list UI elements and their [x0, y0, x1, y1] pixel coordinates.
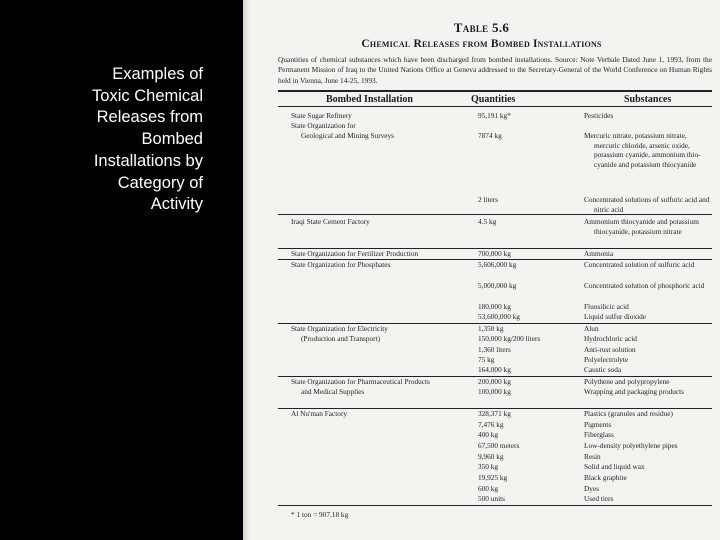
substance-cell: Concentrated solution of sulfuric acid	[584, 260, 695, 269]
substance-cell: Fiberglass	[584, 430, 614, 439]
table-bottom-rule	[278, 505, 712, 506]
installation-cell: Iraqi State Cement Factory	[291, 217, 370, 226]
caption-line: Releases from	[96, 108, 203, 127]
substance-cell: Polyelectrolyte	[584, 355, 629, 364]
substance-cell: Ammonia	[584, 249, 614, 258]
substance-cell: Used tires	[584, 494, 614, 503]
quantity-cell: 1,350 kg	[478, 324, 504, 333]
quantity-cell: 19,925 kg	[478, 473, 508, 482]
quantity-cell: 4.5 kg	[478, 217, 497, 226]
substance-cell: Hydrochloric acid	[584, 334, 637, 343]
installation-cell: Geological and Mining Surveys	[301, 131, 395, 140]
quantity-cell: 53,600,000 kg	[478, 312, 520, 321]
quantity-cell: 200,000 kg	[478, 377, 511, 386]
slide-caption	[3, 64, 203, 216]
quantity-cell: 350 kg	[478, 462, 499, 471]
installation-cell: and Medical Supplies	[301, 387, 365, 396]
header-installation: Bombed Installation	[326, 94, 413, 105]
installation-cell: State Organization for Phosphates	[291, 260, 391, 269]
quantity-cell: 164,000 kg	[478, 365, 511, 374]
quantity-cell: 67,500 meters	[478, 441, 520, 450]
substance-cell: Concentrated solution of phosphoric acid	[584, 281, 705, 290]
caption-line: Examples of	[112, 65, 203, 83]
header-top-rule	[278, 90, 712, 92]
quantity-cell: 600 kg	[478, 484, 499, 493]
header-quantities: Quantities	[471, 94, 516, 105]
installation-cell: (Production and Transport)	[301, 334, 381, 343]
table-description: Quantities of chemical substances which have been discharged from bombed installations. Source: Note Verbale Dated June 1, 1993, from the Permanent Mission of Iraq to the United Nations Office at Geneva addressed to the Secretary-General of the World Conference on Human Rights held in Vienna, June 14-25, 1993.	[278, 55, 712, 85]
caption-line: Toxic Chemical	[92, 86, 203, 105]
substance-cell: Black graphite	[584, 473, 627, 482]
quantity-cell: 7,476 kg	[478, 420, 504, 429]
caption-line: Installations by	[93, 151, 203, 170]
substance-cell: Polythene and polypropylene	[584, 377, 670, 386]
quantity-cell: 1,360 liters	[478, 345, 511, 354]
quantity-cell: 100,000 kg	[478, 387, 511, 396]
quantity-cell: 328,371 kg	[478, 409, 511, 418]
quantity-cell: 7874 kg	[478, 131, 502, 140]
substance-cell: Dyes	[584, 484, 599, 493]
substance-cell: Anti-rust solution	[584, 345, 636, 354]
installation-cell: State Organization for Fertilizer Production	[291, 249, 419, 258]
installation-cell: State Organization for Pharmaceutical Products	[291, 377, 430, 386]
caption-line: Bombed	[141, 130, 203, 149]
header-bottom-rule	[278, 106, 712, 107]
substance-cell: Mercuric nitrate, potassium nitrate, mercuric chloride, arsenic oxide, potassium cyanide, ammonium thio-cyanide and potassium thiocyanide	[584, 131, 701, 169]
substance-cell: Liquid sulfur dioxide	[584, 312, 647, 321]
caption-line: Activity	[150, 195, 203, 214]
quantity-cell: 95,191 kg*	[478, 111, 511, 120]
substance-cell: Resin	[584, 452, 601, 461]
substance-cell: Alun	[584, 324, 599, 333]
table-footnote: * 1 ton = 907.18 kg	[291, 510, 349, 519]
substance-cell: Concentrated solutions of sulfuric acid and nitric acid	[584, 195, 710, 214]
quantity-cell: 9,960 kg	[478, 452, 504, 461]
substance-cell: Plastics (granules and residue)	[584, 409, 673, 418]
quantity-cell: 5,000,000 kg	[478, 281, 517, 290]
substance-cell: Ammonium thiocyanide and potassium thiocyanide, potassium nitrate	[584, 217, 699, 236]
installation-cell: State Organization for Electricity	[291, 324, 388, 333]
scanned-table-page	[243, 0, 720, 540]
quantity-cell: 5,606,000 kg	[478, 260, 517, 269]
quantity-cell: 400 kg	[478, 430, 499, 439]
quantity-cell: 180,000 kg	[478, 302, 511, 311]
substance-cell: Pigments	[584, 420, 612, 429]
installation-cell: State Sugar Refinery	[291, 111, 352, 120]
quantity-cell: 500 units	[478, 494, 505, 503]
table-number: Table 5.6	[453, 20, 510, 35]
header-substances: Substances	[624, 94, 672, 105]
substance-cell: Pesticides	[584, 111, 614, 120]
quantity-cell: 700,000 kg	[478, 249, 511, 258]
table-title: Chemical Releases from Bombed Installations	[361, 38, 602, 50]
installation-cell: State Organization for	[291, 121, 356, 130]
group-rule	[278, 214, 712, 215]
caption-line: Category of	[117, 173, 203, 192]
page-shadow	[243, 0, 250, 540]
substance-cell: Low-density polyethylene pipes	[584, 441, 678, 450]
substance-cell: Solid and liquid wax	[584, 462, 645, 471]
quantity-cell: 2 liters	[478, 195, 499, 204]
quantity-cell: 150,000 kg/200 liters	[478, 334, 541, 343]
substance-cell: Fluosilicic acid	[584, 302, 629, 311]
substance-cell: Wrapping and packaging products	[584, 387, 685, 396]
quantity-cell: 75 kg	[478, 355, 495, 364]
substance-cell: Caustic soda	[584, 365, 622, 374]
caption-panel	[0, 0, 243, 540]
installation-cell: Al Nu'man Factory	[291, 409, 348, 418]
